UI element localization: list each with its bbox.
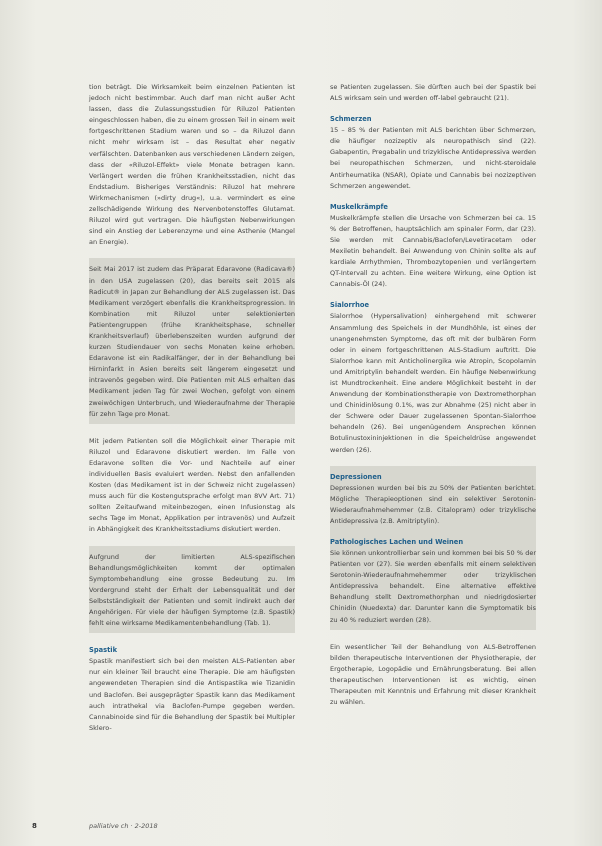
heading-pathologisches-lachen: Pathologisches Lachen und Weinen [330,538,464,546]
right-column [330,82,536,718]
paragraph-sialorrhoe: Sialorrhoe (Hypersalivation) einhergehend mit schwerer Ansammlung des Speichels in der Mundhöhle, ist eines der unangenehmsten Symptome, das oft mit der bulbären Form oder in einem fortgeschrittenen ALS-Stadium auftritt. Die Sialorrhoe kann mit Anticholinergika wie Atropin, Scopolamin und Amitriptylin behandelt werden. Ein häufige Nebenwirkung ist Mundtrockenheit. Eine andere Möglichkeit besteht in der Anwendung der Kombinationstherapie von Dextromethorphan und Chinidinlösung 0.1%, was zur Abnahme (25) nicht aber in der Schwere oder Dauer zugelassenen Spontan-Sialorrhoe behandeln (26). Bei ungenügendem Ansprechen können Botulinustoxininjektionen in die Speicheldrüse angewendet werden (26). [330,312,536,454]
publication-footer: palliative ch · 2-2018 [89,822,158,830]
heading-schmerzen: Schmerzen [330,115,372,124]
shaded-box-symptoms [89,546,295,634]
left-column [89,82,295,744]
paragraph-therapeutic-interventions: Ein wesentlicher Teil der Behandlung von ALS-Betroffenen bilden therapeutische Interventionen der Physiotherapie, der Ergotherapie, Logopädie und Ernährungsberatung. Bei allen therapeutischen Interventionen ist es wichtig, einen Therapeuten mit Kenntnis und Erfahrung mit dieser Krankheit zu wählen. [330,642,536,707]
page-number: 8 [32,822,37,830]
shaded-box-edaravone [89,258,295,423]
paragraph-riluzol: tion beträgt. Die Wirksamkeit beim einzelnen Patienten ist jedoch nicht bestimmbar. Auch darf man nicht außer Acht lassen, dass die Zulassungsstudien für Riluzol Patienten eingeschlossen haben, die zu einem grossen Teil in einem weit fortgeschrittenen Stadium waren und so – da Riluzol dann nicht mehr wirksam ist – das Resultat eher negativ verfälschten. Datenbanken aus verschiedenen Ländern zeigen, dass der «Riluzol-Effekt» viele Monate betragen kann. Verlängert werden die frühen Krankheitsstadien, nicht das Endstadium. Bisheriges Verständnis: Riluzol hat mehrere Wirkmechanismen (»dirty drug«), u.a. vermindert es eine zellschädigende Wirkung des Nervenbotenstoffes Glutamat. Riluzol wird gut vertragen. Die häufigsten Nebenwirkungen sind ein Anstieg der Leberenzyme und eine Asthenie (Mangel an Energie). [89,83,295,247]
heading-spastik: Spastik [89,646,118,655]
paragraph-depressionen: Depressionen wurden bei bis zu 50% der Patienten berichtet. Mögliche Therapieoptionen sind ein selektiver Serotonin-Wiederaufnahmehemmer (z.B. Citalopram) oder trizyklische Antidepressiva (z.B. Amitriptylin). [330,483,536,525]
paragraph-therapy-discussion: Mit jedem Patienten soll die Möglichkeit einer Therapie mit Riluzol und Edaravone diskutiert werden. Im Falle von Edaravone sollten die Vor- und Nachteile auf einer individuellen Basis evaluiert werden. Nebst den anfallenden Kosten (das Medikament ist in der Schweiz nicht zugelassen) muss auch für die Kostengutsprache erfolgt man 8VV Art. 71) sollten Zeitaufwand miteinbezogen, einen Infusionstag als sechs Tage im Monat, Applikation per intravenös) und Aufzeit in Abhängigkeit des Krankheitsstadiums diskutiert werden. [89,436,295,534]
heading-depressionen: Depressionen [330,472,382,481]
heading-muskelkraempfe: Muskelkrämpfe [330,202,388,211]
paragraph-symptom-treatment: Aufgrund der limitierten ALS-spezifischen Behandlungsmöglichkeiten kommt der optimalen Symptombehandlung eine grosse Bedeutung zu. Im Vordergrund steht der Erhalt der Lebensqualität und der Selbstständigkeit der Patienten und somit indirekt auch der Angehörigen. Für viele der häufigen Symptome (z.B. Spastik) fehlt eine wirksame Medikamentenbehandlung (Tab. 1). [89,552,295,628]
paragraph-spastik: Spastik manifestiert sich bei den meisten ALS-Patienten aber nur ein kleiner Teil braucht eine Therapie. Die am häufigsten angewendeten Therapien sind die Antispastika wie Tizanidin und Baclofen. Bei ausgeprägter Spastik kann das Medikament auch intrathekal via Baclofen-Pumpe gegeben werden. Cannabinoide sind für die Behandlung der Spastik bei Multipler Sklero- [89,657,295,732]
paragraph-edaravone: Seit Mai 2017 ist zudem das Präparat Edaravone (Radicava®) in den USA zugelassen (20), das bereits seit 2015 als Radicut® in Japan zur Behandlung der ALS zugelassen ist. Das Medikament verzögert ebenfalls die Krankheitsprogression. In Kombination mit Riluzol unter selektionierten Patientengruppen (frühe Krankheitsphase, schneller Krankheitsverlauf) überlebenszeiten wurden aufgrund der kurzen Studiendauer von sechs Monaten keine erhoben. Edaravone ist ein Radikalfänger, der in der Behandlung bei Hirninfarkt in Asien bereits seit längerem eingesetzt und intravenös gegeben wird. Die Patienten mit ALS erhalten das Medikament jeden Tag für zwei Wochen, gefolgt von einem zweiwöchigen Unterbruch, und Wiederaufnahme der Therapie für zehn Tage pro Monat. [89,265,295,418]
paragraph-continuation: se Patienten zugelassen. Sie dürften auch bei der Spastik bei ALS wirksam sein und werden off-label gebraucht (21). [330,83,536,103]
shaded-box-depression-laughing [330,466,536,630]
paragraph-pathologisches-lachen: Sie können unkontrollierbar sein und kommen bei bis 50 % der Patienten vor (27). Sie werden ebenfalls mit einem selektiven Serotonin-Wiederaufnahmehemmer oder trizyklischen Antidepressiva behandelt. Eine alternative effektive Behandlung stellt Dextromethorphan und niedrigdosierter Chinidin (Nuedexta) dar. Darunter kann die Symptomatik bis zu 40 % reduziert werden (28). [330,549,536,624]
heading-sialorrhoe: Sialorrhoe [330,301,369,310]
paragraph-schmerzen: 15 – 85 % der Patienten mit ALS berichten über Schmerzen, die häufiger nozizeptiv als neuropathisch sind (22). Gabapentin, Pregabalin und trizyklische Antidepressiva werden bei neuropathischen Schmerzen, und nicht-steroidale Antirheumatika (NSAR), Opiate und Cannabis bei nozizeptiven Schmerzen angewendet. [330,126,536,190]
paragraph-muskelkraempfe: Muskelkrämpfe stellen die Ursache von Schmerzen bei ca. 15 % der Betroffenen, hauptsächlich am spinaler Form, dar (23). Sie werden mit Cannabis/Baclofen/Levetiracetam oder Mexiletin behandelt. Bei Anwendung von Chinin sollte als auf kardiale Arrhythmien, Thrombozytopenien und verlängertem QT-Intervall zu achten. Eine weitere Wirkung, eine Option ist Cannabis-Öl (24). [330,213,536,289]
